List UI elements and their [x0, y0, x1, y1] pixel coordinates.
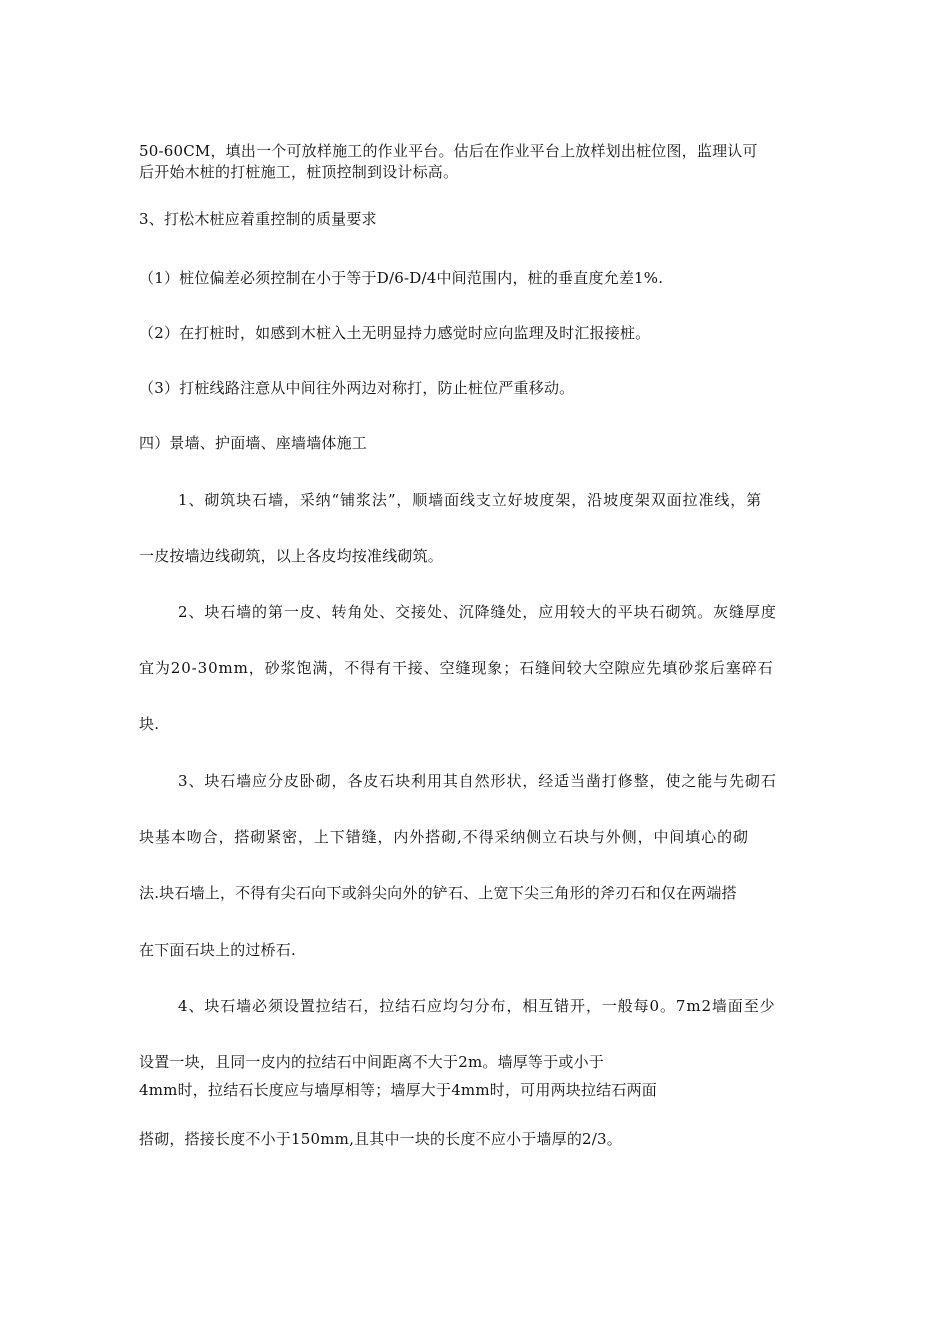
- paragraph-2-line-3: 块.: [139, 715, 160, 733]
- paragraph-1-line-2: 一皮按墙边线砌筑，以上各皮均按准线砌筑。: [139, 547, 444, 565]
- paragraph-3-line-4: 在下面石块上的过桥石.: [139, 941, 296, 959]
- paragraph-4-line-4: 搭砌，搭接长度不小于150mm,且其中一块的长度不应小于墙厚的2/3。: [139, 1130, 622, 1148]
- intro-line-2: 后开始木桩的打桩施工，桩顶控制到设计标高。: [139, 163, 459, 181]
- paragraph-4-line-1: 4、块石墙必须设置拉结石，拉结石应均匀分布，相互错开，一般每0。7m2墙面至少: [178, 997, 776, 1015]
- pile-quality-heading: 3、打松木桩应着重控制的质量要求: [139, 210, 377, 228]
- pile-item-2: （2）在打桩时，如感到木桩入土无明显持力感觉时应向监理及时汇报接桩。: [139, 324, 651, 342]
- paragraph-2-line-2: 宜为20-30mm，砂浆饱满，不得有干接、空缝现象；石缝间较大空隙应先填砂浆后塞碎石: [139, 659, 774, 677]
- paragraph-3-line-1: 3、块石墙应分皮卧砌，各皮石块利用其自然形状，经适当凿打修整，使之能与先砌石: [178, 772, 777, 790]
- paragraph-4-line-3: 4mm时，拉结石长度应与墙厚相等；墙厚大于4mm时，可用两块拉结石两面: [139, 1081, 657, 1099]
- paragraph-1-line-1: 1、砌筑块石墙，采纳“铺浆法”，顺墙面线支立好坡度架，沿坡度架双面拉准线，第: [178, 491, 763, 509]
- paragraph-4-line-2: 设置一块，且同一皮内的拉结石中间距离不大于2m。墙厚等于或小于: [139, 1053, 604, 1071]
- paragraph-3-line-2: 块基本吻合，搭砌紧密，上下错缝，内外搭砌,不得采纳侧立石块与外侧，中间填心的砌: [139, 828, 749, 846]
- paragraph-2-line-1: 2、块石墙的第一皮、转角处、交接处、沉降缝处，应用较大的平块石砌筑。灰缝厚度: [178, 603, 777, 621]
- pile-item-1: （1）桩位偏差必须控制在小于等于D/6-D/4中间范围内，桩的垂直度允差1%.: [139, 269, 664, 287]
- paragraph-3-line-3: 法.块石墙上，不得有尖石向下或斜尖向外的铲石、上宽下尖三角形的斧刃石和仅在两端搭: [139, 884, 737, 902]
- section-heading: 四）景墙、护面墙、座墙墙体施工: [139, 434, 368, 452]
- pile-item-3: （3）打桩线路注意从中间往外两边对称打，防止桩位严重移动。: [139, 379, 575, 397]
- intro-line-1: 50-60CM，填出一个可放样施工的作业平台。估后在作业平台上放样划出桩位图，监理认可: [139, 142, 758, 160]
